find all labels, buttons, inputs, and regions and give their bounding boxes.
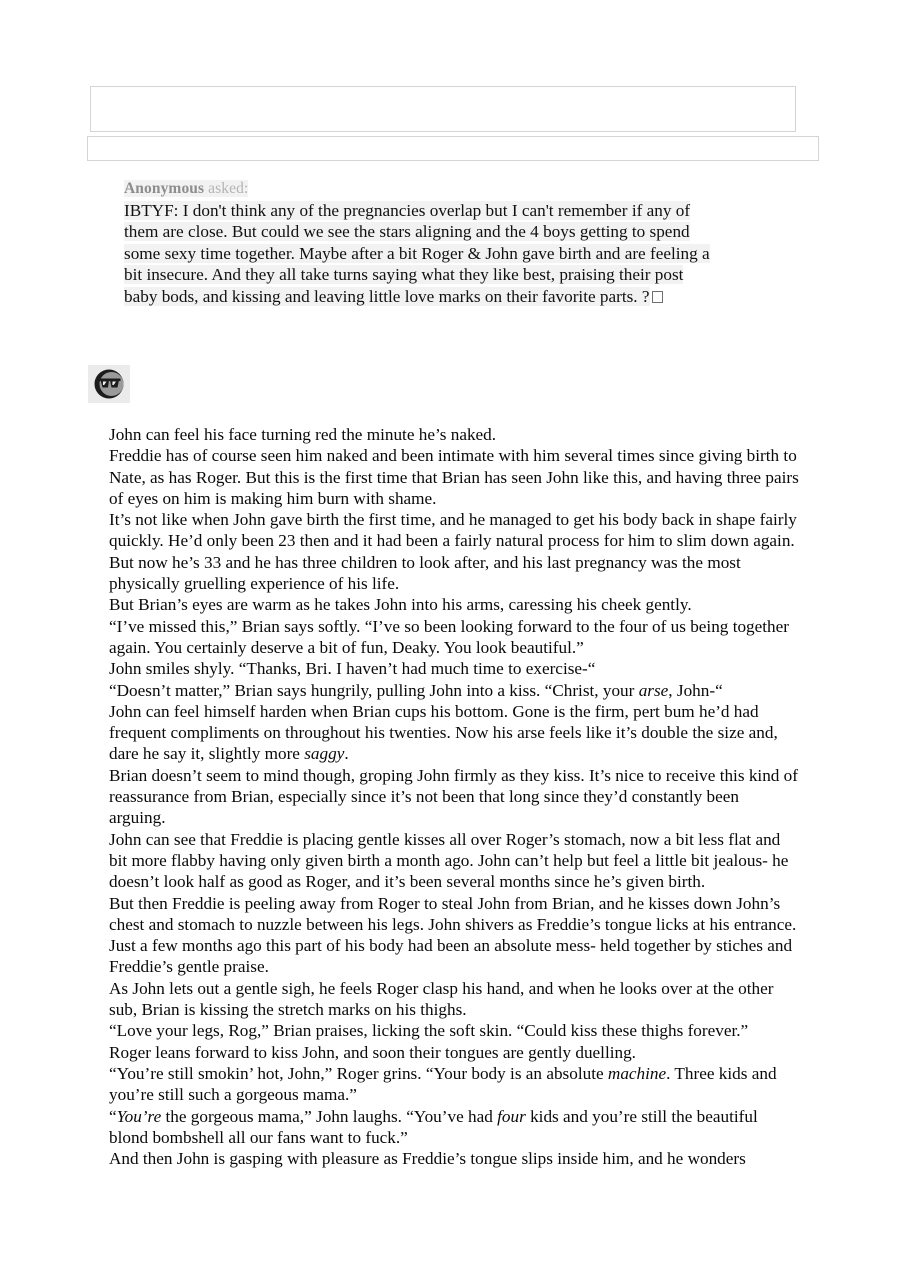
post-paragraph [109,978,799,1021]
ask-header [124,180,248,197]
paragraph-text: . [344,744,349,764]
second-empty-box [87,136,819,161]
post-paragraph [109,445,799,509]
ask-header-line [124,178,714,199]
post-paragraph [109,829,799,893]
ask-question-body [124,200,714,307]
paragraph-text: John can feel himself harden when Brian cups his bottom. Gone is the firm, pert bum he’d had frequent compliments on throughout his twenties. Now his arse feels like it’s double the size and, dare he say it, slightly more [109,701,778,764]
post-paragraph [109,424,799,445]
paragraph-text: John smiles shyly. “Thanks, Bri. I haven’t had much time to exercise-“ [109,659,596,679]
paragraph-text: “I’ve missed this,” Brian says softly. “I’ve so been looking forward to the four of us being together again. You certainly deserve a bit of fun, Deaky. You look beautiful.” [109,616,790,657]
emphasis-text: arse [638,680,669,700]
paragraph-text: But then Freddie is peeling away from Roger to steal John from Brian, and he kisses down John’s chest and stomach to nuzzle between his legs. John shivers as Freddie’s tongue licks at his entrance. Just a few months ago this part of his body had been an absolute mess- held together by stiches and Freddie’s gentle praise. [109,893,797,977]
post-body [109,424,799,1169]
ask-verb: asked: [208,180,249,197]
post-paragraph [109,1042,799,1063]
sunglasses-circle-avatar-icon [92,368,126,400]
post-paragraph [109,893,799,978]
post-paragraph [109,1106,799,1149]
paragraph-text: John can feel his face turning red the minute he’s naked. [109,425,497,444]
post-paragraph [109,616,799,659]
post-paragraph [109,701,799,765]
paragraph-text: John can see that Freddie is placing gentle kisses all over Roger’s stomach, now a bit less flat and bit more flabby having only given birth a month ago. John can’t help but feel a little bit jealous- he doesn’t look half as good as Roger, and it’s been several months since he’s given birth. [109,829,789,892]
post-paragraph [109,509,799,594]
post-paragraph [109,658,799,679]
paragraph-text: As John lets out a gentle sigh, he feels Roger clasp his hand, and when he looks over at the other sub, Brian is kissing the stretch marks on his thighs. [109,978,774,1020]
paragraph-text: “Doesn’t matter,” Brian says hungrily, pulling John into a kiss. “Christ, your [109,680,639,700]
emphasis-text: four [497,1106,526,1126]
paragraph-text: Roger leans forward to kiss John, and soon their tongues are gently duelling. [109,1042,636,1062]
top-empty-box [90,86,796,132]
paragraph-text: kids and you’re still the beautiful blond bombshell all our fans want to fuck.” [109,1106,758,1147]
avatar[interactable] [88,365,130,403]
paragraph-text: “You’re still smokin’ hot, John,” Roger grins. “Your body is an absolute [109,1063,608,1083]
paragraph-text: And then John is gasping with pleasure as Freddie’s tongue slips inside him, and he wonders [109,1149,746,1169]
ask-asker-name: Anonymous [124,180,205,197]
post-paragraph [109,1063,799,1106]
ask-question-text: IBTYF: I don't think any of the pregnancies overlap but I can't remember if any of them are close. But could we see the stars aligning and the 4 boys getting to spend some sexy time together. Maybe after a bit Roger & John gave birth and are feeling a bit insecure. And they all take turns saying what they like best, praising their post baby bods, and kissing and leaving little love marks on their favorite parts. ? [124,201,710,306]
paragraph-text: “Love your legs, Rog,” Brian praises, licking the soft skin. “Could kiss these thighs forever.” [109,1021,749,1041]
post-paragraph [109,765,799,829]
paragraph-text: the gorgeous mama,” John laughs. “You’ve had [161,1106,498,1126]
emphasis-text: You’re [116,1106,162,1126]
paragraph-text: It’s not like when John gave birth the first time, and he managed to get his body back in shape fairly quickly. He’d only been 23 then and it had been a fairly natural process for him to slim down again. But now he’s 33 and he has three children to look after, and his last pregnancy was the most physically gruelling experience of his life. [109,510,797,594]
paragraph-text: . Three kids and you’re still such a gorgeous mama.” [109,1063,777,1105]
post-paragraph [109,1020,799,1041]
paragraph-text: Freddie has of course seen him naked and been intimate with him several times since giving birth to Nate, as has Roger. But this is the first time that Brian has seen John like this, and having three pairs of eyes on him is making him burn with shame. [109,446,799,508]
missing-glyph-icon [652,291,663,303]
emphasis-text: saggy [304,744,345,764]
emphasis-text: machine [607,1063,667,1083]
paragraph-text: , John-“ [668,680,723,700]
paragraph-text: Brian doesn’t seem to mind though, groping John firmly as they kiss. It’s nice to receive this kind of reassurance from Brian, especially since it’s not been that long since they’d constantly been arguing. [109,765,798,828]
post-paragraph [109,1148,799,1169]
paragraph-text: But Brian’s eyes are warm as he takes John into his arms, caressing his cheek gently. [109,595,692,615]
post-paragraph [109,680,799,701]
ask-block [124,178,714,307]
post-paragraph [109,594,799,615]
paragraph-text: “ [109,1106,117,1126]
